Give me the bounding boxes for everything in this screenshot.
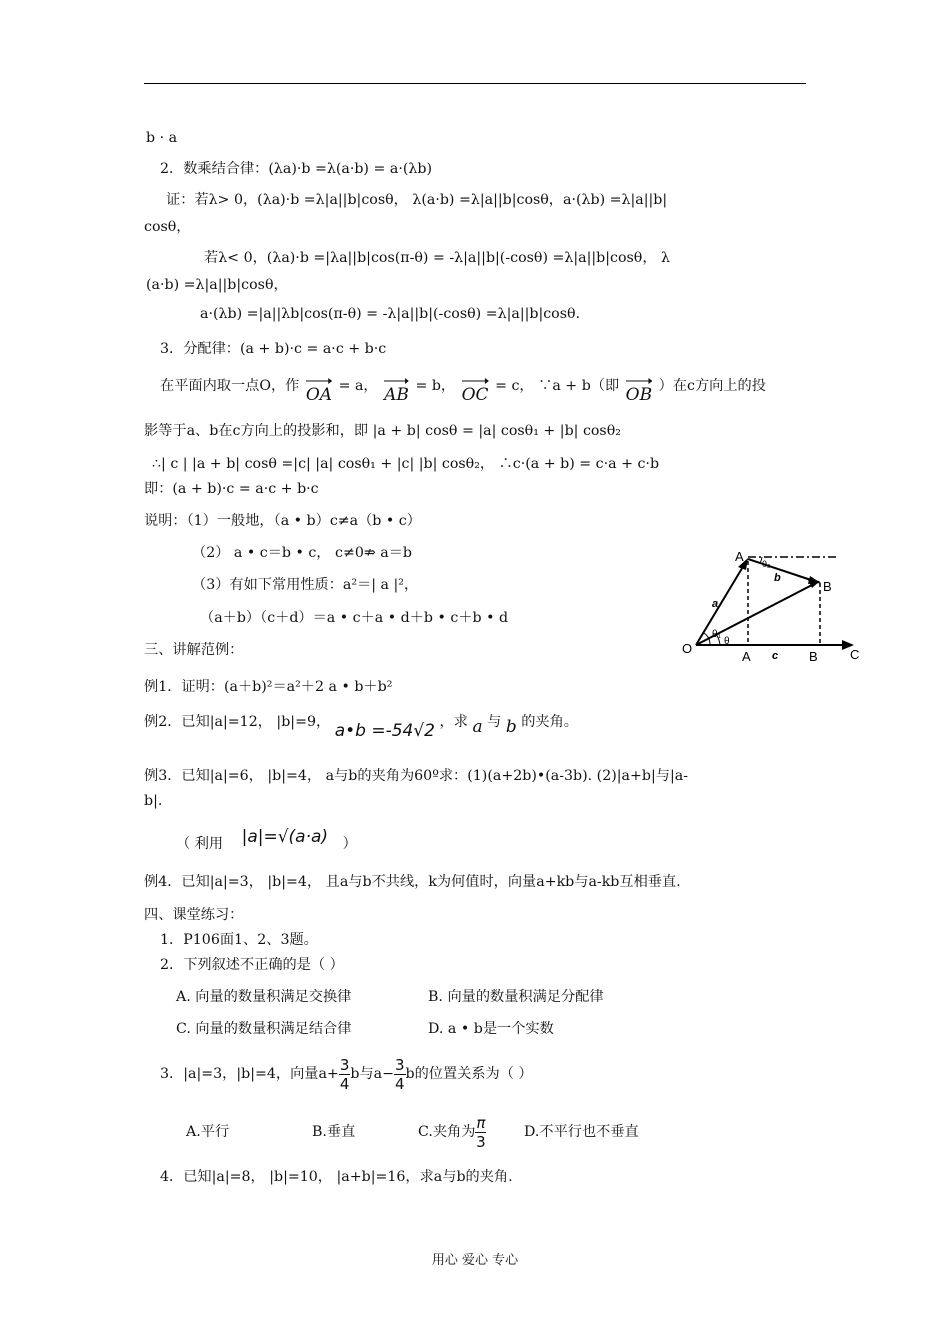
text-line: 例4．已知|a|=3， |b|=4， 且a与b不共线，k为何值时，向量a+kb与a-kb互相垂直. [144,874,681,890]
text-segment: 的夹角。 [521,714,578,730]
text-line: 影等于a、b在c方向上的投影和，即 |a + b| cosθ = |a| cosθ₁ + |b| cosθ₂ [144,423,621,439]
label-B-top: B [823,579,832,594]
q3-option-a: A.平行 [186,1124,230,1140]
text-line: 3．分配律：(a + b)·c = a·c + b·c [160,341,387,357]
text-line: （3）有如下常用性质：a²＝| a |²， [192,577,419,593]
q3-option-c [418,1110,486,1154]
vector-oc: OC [462,386,489,404]
text-line: b|. [144,793,163,809]
q3-option-b: B.垂直 [312,1124,356,1140]
hint-line [176,827,357,853]
vector-projection-figure [676,545,866,667]
vector-b-line [748,559,814,581]
text-segment: = a， [338,378,378,394]
text-line: 若λ< 0，(λa)·b =|λa||b|cos(π-θ) = -λ|a||b|(-cosθ) =λ|a||b|cosθ， λ [204,250,671,266]
question-3 [160,1052,533,1096]
fraction-pi-3: $\frac{\pi}{3}$ [476,1113,486,1151]
section-heading: 四、课堂练习： [144,907,244,923]
text-line: 例1．证明：(a＋b)²＝a²＋2 a • b＋b² [144,679,393,695]
formula-norm: |a|=√(a·a) [241,827,329,847]
text-segment: ） [342,836,357,852]
text-segment: = c， ∵a + b（即 [495,378,620,394]
text-line: 说明：（1）一般地，（a • b）c≠a（b • c） [144,513,421,529]
text-line: a·(λb) =|a||λb|cos(π-θ) = -λ|a||b|(-cosθ) =λ|a||b|cosθ. [200,306,581,322]
text-segment: 与 [487,714,502,730]
label-A-bottom: A [742,649,751,664]
label-A-top: A [735,549,744,564]
text-line: 即：(a + b)·c = a·c + b·c [144,481,319,497]
arrow-head [808,576,821,584]
text-line: （2） a • c＝b • c， c≠0⇏ a＝b [192,545,412,561]
text-segment: 在平面内取一点O，作 [160,378,300,394]
option-a: A. 向量的数量积满足交换律 [176,989,352,1005]
label-O: O [682,641,693,656]
text-line: 证：若λ> 0，(λa)·b =λ|a||b|cosθ， λ(a·b) =λ|a||b|cosθ，a·(λb) =λ|a||b| [166,192,668,208]
label-theta2: θ₂ [762,559,771,569]
option-c: C. 向量的数量积满足结合律 [176,1021,352,1037]
option-b: B. 向量的数量积满足分配律 [428,989,604,1005]
text-segment: ，求 [439,714,468,730]
text-line: 2．数乘结合律：(λa)·b =λ(a·b) = a·(λb) [160,161,432,177]
page-footer: 用心 爱心 专心 [431,1253,519,1268]
label-a: a [712,598,719,610]
symbol-b: b [505,717,517,737]
q3-option-d: D.不平行也不垂直 [524,1124,639,1140]
text-line: ∴| c | |a + b| cosθ =|c| |a| cosθ₁ + |c| |b| cosθ₂， ∴c·(a + b) = c·a + c·b [152,456,660,472]
formula-dot-product: a•b =-54√2 [334,721,436,741]
label-theta1: θ₁ [712,629,721,640]
text-line: 1．P106面1、2、3题。 [160,932,318,948]
text-line: cosθ， [144,219,191,235]
text-segment: ）在c方向上的投 [658,378,766,394]
text-segment: = b， [415,378,456,394]
text-line: （a＋b）（c＋d）＝a • c＋a • d＋b • c＋b • d [200,610,509,626]
text-line: b · a [146,130,178,146]
fraction-3-4: $\frac{3}{4}$ [339,1055,350,1093]
label-b: b [774,572,781,584]
option-d: D. a • b是一个实数 [428,1021,554,1037]
example-2 [144,712,578,741]
text-segment: b的位置关系为（ ） [405,1066,533,1082]
text-segment: 3．|a|=3，|b|=4，向量a+ [160,1066,339,1082]
text-segment: b与a− [350,1066,394,1082]
text-line-vectors [160,376,766,405]
text-line: (a·b) =λ|a||b|cosθ， [146,277,288,293]
label-c: c [772,650,779,662]
text-line: 4．已知|a|=8， |b|=10， |a+b|=16，求a与b的夹角. [160,1169,513,1185]
text-line: 2．下列叙述不正确的是（ ） [160,957,344,973]
text-segment: 例2．已知|a|=12， |b|=9， [144,714,331,730]
fraction-3-4: $\frac{3}{4}$ [394,1055,405,1093]
text-segment: C.夹角为 [418,1124,476,1140]
label-B-bottom: B [809,649,818,664]
text-segment: （ 利用 [176,836,224,852]
text-line: 例3．已知|a|=6， |b|=4， a与b的夹角为60º求：(1)(a+2b)•(a-3b). (2)|a+b|与|a- [144,768,688,784]
section-heading: 三、讲解范例： [144,642,244,658]
vector-oa: OA [306,386,332,404]
label-C: C [850,647,860,662]
vector-ab: AB [384,386,409,404]
symbol-a: a [472,717,483,737]
vector-ob: OB [626,386,652,404]
header-rule [144,83,806,84]
label-theta: θ [724,636,730,647]
